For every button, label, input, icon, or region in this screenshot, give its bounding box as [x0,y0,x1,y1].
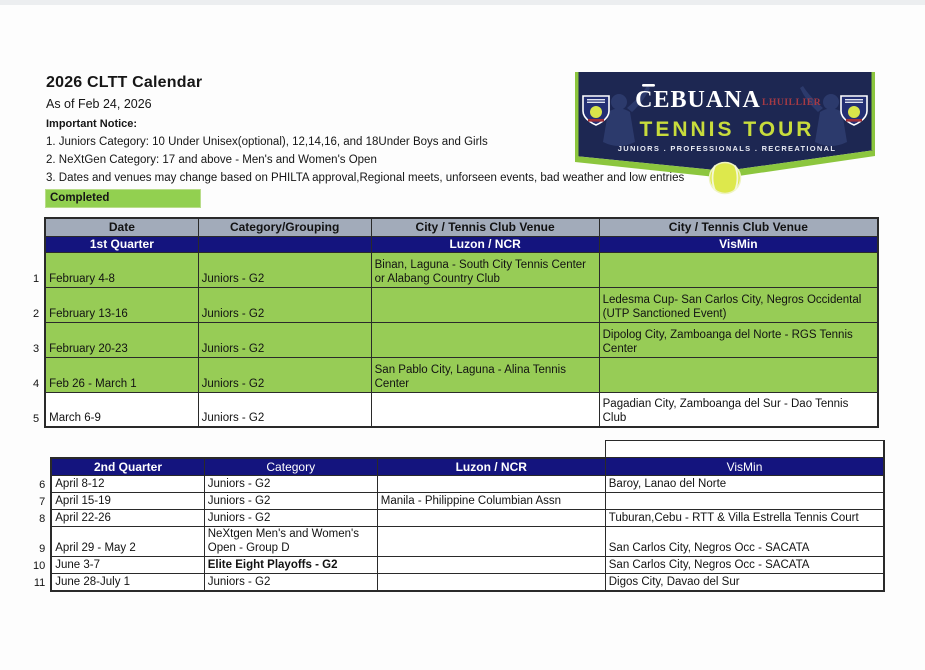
date-cell: Feb 26 - March 1 [45,357,198,392]
as-of-date: As of Feb 24, 2026 [46,97,152,111]
date-cell: June 3-7 [51,557,204,574]
vismin-venue-cell: Tuburan,Cebu - RTT & Villa Estrella Tennis Court [605,510,884,527]
notice-line-3: 3. Dates and venues may change based on PHILTA approval,Regional meets, unforseen events, bad weather and low entries [46,172,685,184]
date-cell: April 15-19 [51,493,204,510]
luzon-venue-cell [371,322,599,357]
logo-right-edge [872,72,876,150]
header-block [46,74,685,207]
category-cell: Juniors - G2 [198,392,371,427]
category-cell: Juniors - G2 [198,252,371,287]
phantom-blank [204,441,377,458]
phantom-blank [51,441,204,458]
second-quarter-table-wrap [30,440,885,592]
category-cell: Juniors - G2 [204,510,377,527]
category-cell: Juniors - G2 [204,476,377,493]
vismin-venue-cell: Dipolog City, Zamboanga del Norte - RGS Tennis Center [599,322,878,357]
luzon-venue-cell [377,510,605,527]
vismin-venue-cell: Pagadian City, Zamboanga del Sur - Dao Tennis Club [599,392,878,427]
row-number-spacer [30,218,45,236]
row-number: 3 [33,343,40,355]
tennis-ball-icon [710,163,741,194]
row-number: 5 [33,413,40,425]
quarter-label: 1st Quarter [45,236,198,252]
logo-brand-suffix-text: LHUILLIER [762,98,822,108]
col-header-luzon-venue: City / Tennis Club Venue [371,218,599,236]
luzon-venue-cell [377,557,605,574]
date-cell: June 28-July 1 [51,574,204,591]
phantom-blank [377,441,605,458]
luzon-venue-cell [377,476,605,493]
event-row [30,557,884,574]
vismin-venue-cell: Baroy, Lanao del Norte [605,476,884,493]
vismin-venue-cell: Ledesma Cup- San Carlos City, Negros Occidental (UTP Sanctioned Event) [599,287,878,322]
page-title: 2026 CLTT Calendar [46,74,203,91]
event-row [30,527,884,557]
quarter-label: 2nd Quarter [51,458,204,476]
row-number-spacer [30,458,51,476]
event-row [30,322,878,357]
category-cell: Juniors - G2 [198,322,371,357]
date-cell: February 20-23 [45,322,198,357]
tennis-tour-logo [575,70,875,196]
region-luzon-label: Luzon / NCR [377,458,605,476]
vismin-venue-cell [599,252,878,287]
row-number: 10 [33,559,46,572]
date-cell: March 6-9 [45,392,198,427]
date-cell: April 29 - May 2 [51,527,204,557]
quarter-header-row [30,458,884,476]
first-quarter-table-wrap [30,217,879,428]
luzon-venue-cell [371,392,599,427]
second-quarter-table [30,440,885,592]
event-row [30,574,884,591]
row-number: 9 [39,542,46,555]
col-header-category: Category/Grouping [198,218,371,236]
logo-title-text: TENNIS TOUR [639,118,815,141]
important-notice-heading: Important Notice: [46,118,138,130]
region-vismin-label: VisMin [599,236,878,252]
category-cell: Juniors - G2 [198,357,371,392]
legend-completed: Completed [46,190,200,207]
event-row [30,287,878,322]
row-number-spacer [30,441,51,458]
event-row [30,357,878,392]
date-cell: February 4-8 [45,252,198,287]
luzon-venue-cell [377,527,605,557]
luzon-venue-cell: Manila - Philippine Columbian Assn [377,493,605,510]
date-cell: February 13-16 [45,287,198,322]
luzon-venue-cell: San Pablo City, Laguna - Alina Tennis Center [371,357,599,392]
event-row [30,252,878,287]
luzon-venue-cell [371,287,599,322]
event-row [30,510,884,527]
column-header-row [30,218,878,236]
region-vismin-label: VisMin [605,458,884,476]
category-cell: Elite Eight Playoffs - G2 [204,557,377,574]
date-cell: April 22-26 [51,510,204,527]
page-edge-strip [0,0,925,5]
notice-line-1: 1. Juniors Category: 10 Under Unisex(optional), 12,14,16, and 18Under Boys and Girls [46,136,488,148]
quarter-header-blank [198,236,371,252]
vismin-venue-cell [599,357,878,392]
category-cell: Juniors - G2 [204,493,377,510]
row-number: 1 [33,273,40,285]
category-cell: Juniors - G2 [198,287,371,322]
vismin-venue-cell: San Carlos City, Negros Occ - SACATA [605,527,884,557]
notice-line-2: 2. NeXtGen Category: 17 and above - Men's and Women's Open [46,154,377,166]
empty-vismin-cell [605,441,884,458]
row-number: 7 [39,495,46,508]
row-number: 11 [33,576,46,589]
row-number: 4 [33,378,40,390]
date-cell: April 8-12 [51,476,204,493]
col-header-vismin-venue: City / Tennis Club Venue [599,218,878,236]
row-number: 8 [39,512,46,525]
first-quarter-table [30,217,879,428]
logo-brand-text: CEBUANA [635,87,761,113]
col-header-category: Category [204,458,377,476]
category-cell: NeXtgen Men's and Women's Open - Group D [204,527,377,557]
phantom-row [30,441,884,458]
region-luzon-label: Luzon / NCR [371,236,599,252]
quarter-header-row [30,236,878,252]
row-number-spacer [30,236,45,252]
logo-brand-macron [642,84,655,87]
logo-left-edge [575,72,579,157]
event-row [30,476,884,493]
vismin-venue-cell: Digos City, Davao del Sur [605,574,884,591]
vismin-venue-cell: San Carlos City, Negros Occ - SACATA [605,557,884,574]
row-number: 2 [33,308,40,320]
row-number: 6 [39,478,46,491]
logo-tagline-text: JUNIORS . PROFESSIONALS . RECREATIONAL [617,144,837,153]
category-cell: Juniors - G2 [204,574,377,591]
luzon-venue-cell [377,574,605,591]
vismin-venue-cell [605,493,884,510]
event-row [30,493,884,510]
col-header-date: Date [45,218,198,236]
event-row [30,392,878,427]
tennis-tour-logo-graphic [575,70,875,196]
luzon-venue-cell: Binan, Laguna - South City Tennis Center or Alabang Country Club [371,252,599,287]
